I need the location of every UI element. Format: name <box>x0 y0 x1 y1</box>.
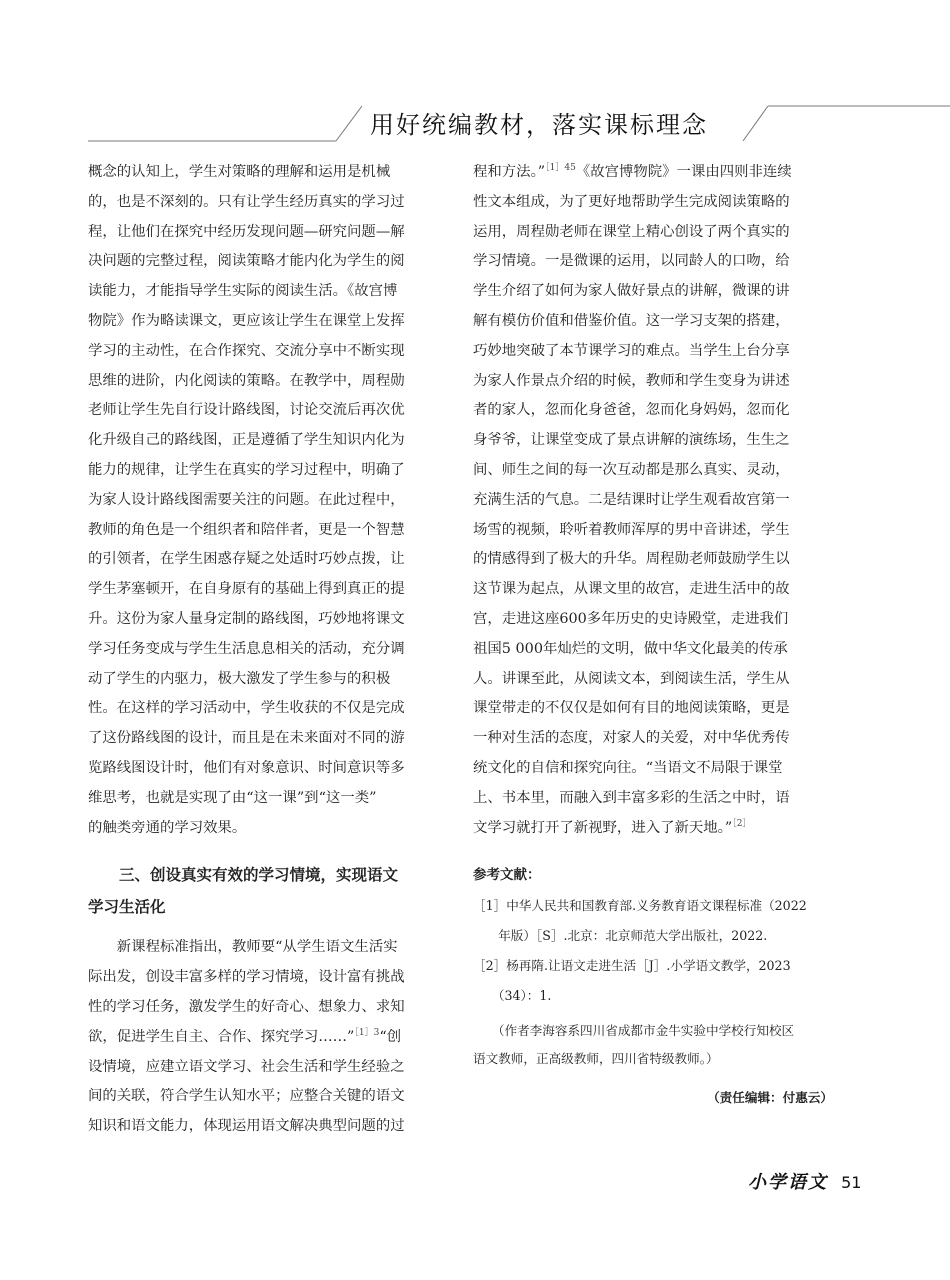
right-paragraph-1-text-a: 程和方法。” <box>473 164 546 180</box>
page-header <box>0 90 950 150</box>
header-right-slash <box>743 106 768 141</box>
section-heading: 三、创设真实有效的学习情境，实现语文 学习生活化 <box>88 866 399 917</box>
right-paragraph-1 <box>473 158 833 843</box>
citation-2: ［2］ <box>732 818 752 829</box>
left-column <box>88 158 448 1142</box>
editor-note: （责任编辑：付惠云） <box>707 1090 833 1106</box>
left-paragraph-2-text-b: “创 设情境，应建立语文学习、社会生活和学生经验之 间的关联，符合学生认知水平；应整合关键的语文 知识和语文能力，体现运用语文解决典型问题的过 <box>88 1028 405 1135</box>
reference-1: ［1］中华人民共和国教育部.义务教育语文课程标准（2022 年版）［S］.北京：北京师范大学出版社，2022. <box>473 898 807 944</box>
header-left-slash <box>336 106 362 141</box>
references-title: 参考文献： <box>473 867 541 884</box>
page-number: 51 <box>841 1173 862 1192</box>
right-column <box>473 158 833 1106</box>
page-footer <box>748 1168 861 1194</box>
header-title: 用好统编教材，落实课标理念 <box>370 111 708 139</box>
reference-2: ［2］杨再隋.让语文走进生活［J］.小学语文教学，2023 （34）：1. <box>473 958 791 1004</box>
right-paragraph-1-text-b: 《故宫博物院》一课由四则非连续 性文本组成，为了更好地帮助学生完成阅读策略的 运用，周程勋老师在课堂上精心创设了两个真实的 学习情境。一是微课的运用，以同龄人的口吻，给 学生介绍了如何为家人做好景点的讲解，微课的讲 解有模仿价值和借鉴价值。这一学习支架的搭建， 巧妙地突破了本节课学习的难点。当学生上台分享 为家人作景点介绍的时候，教师和学生变身为讲述 者的家人，忽而化身爸爸，忽而化身妈妈，忽而化 身爷爷，让课堂变成了景点讲解的演练场，生生之 间、师生之间的每一次互动都是那么真实、灵动， 充满生活的气息。二是结课时让学生观看故宫第一 场雪的视频，聆听着教师浑厚的男中音讲述，学生 的情感得到了极大的升华。周程勋老师鼓励学生以 这节课为起点，从课文里的故宫，走进生活中的故 宫，走进这座600多年历史的史诗殿堂，走进我们 祖国5 000年灿烂的文明，做中华文化最美的传承 人。讲课至此，从阅读文本，到阅读生活，学生从 课堂带走的不仅仅是如何有目的地阅读策略，更是 一种对生活的态度，对家人的关爱，对中华优秀传 统文化的自信和探究向往。“当语文不局限于课堂 上、书本里，而融入到丰富多彩的生活之中时，语 文学习就打开了新视野，进入了新天地。” <box>473 164 792 836</box>
left-paragraph-1: 概念的认知上，学生对策略的理解和运用是机械 的，也是不深刻的。只有让学生经历真实的学习过 程，让他们在探究中经历发现问题—研究问题—解 决问题的完整过程，阅读策略才能内化为学生的阅 读能力，才能指导学生实际的阅读生活。《故宫博 物院》作为略读课文，更应该让学生在课堂上发挥 学习的主动性，在合作探究、交流分享中不断实现 思维的进阶，内化阅读的策略。在教学中，周程勋 老师让学生先自行设计路线图，讨论交流后再次优 化升级自己的路线图，正是遵循了学生知识内化为 能力的规律，让学生在真实的学习过程中，明确了 为家人设计路线图需要关注的问题。在此过程中， 教师的角色是一个组织者和陪伴者，更是一个智慧 的引领者，在学生困惑存疑之处适时巧妙点拨，让 学生茅塞顿开，在自身原有的基础上得到真正的提 升。这份为家人量身定制的路线图，巧妙地将课文 学习任务变成与学生生活息息相关的活动，充分调 动了学生的内驱力，极大激发了学生参与的积极 性。在这样的学习活动中，学生收获的不仅是完成 了这份路线图的设计，而且是在未来面对不同的游 览路线图设计时，他们有对象意识、时间意识等多 维思考，也就是实现了由“这一课”到“这一类” 的触类旁通的学习效果。 <box>88 164 405 836</box>
left-paragraph-2 <box>88 933 448 1142</box>
left-paragraph-2-text-a: 新课程标准指出，教师要“从学生语文生活实 际出发，创设丰富多样的学习情境，设计富有挑战 性的学习任务，激发学生的好奇心、想象力、求知 欲，促进学生自主、合作、探究学习……” <box>88 939 405 1045</box>
citation-1-3: ［1］3 <box>354 1027 380 1038</box>
citation-1-45: ［1］45 <box>545 163 576 174</box>
magazine-name: 小学语文 <box>748 1172 828 1193</box>
author-note: （作者李海容系四川省成都市金牛实验中学校行知校区 语文教师，正高级教师，四川省特级教师。） <box>473 1023 795 1067</box>
